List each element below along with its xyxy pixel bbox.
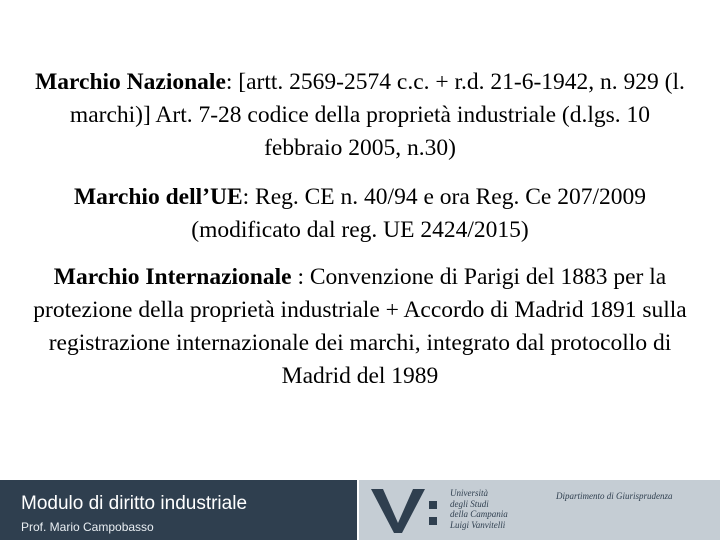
university-line: Luigi Vanvitelli [450,519,506,530]
paragraph-international-trademark [30,261,690,393]
footer-bar [0,480,720,540]
professor-name: Prof. Mario Campobasso [21,520,154,534]
slide-content [30,66,690,409]
paragraph-national-trademark [30,66,690,165]
footer-divider [357,480,359,540]
text-eu: : Reg. CE n. 40/94 e ora Reg. Ce 207/2009 (modificato dal reg. UE 2424/2015) [191,184,646,243]
department-name: Dipartimento di Giurisprudenza [556,491,673,501]
university-line: degli Studi [450,498,489,509]
course-title: Modulo di diritto industriale [21,493,248,514]
text-international: : Convenzione di Parigi del 1883 per la protezione della proprietà industriale + Accordo di Madrid 1891 sulla registrazione internazionale dei marchi, integrato dal protocollo di Madrid del 1989 [33,264,687,389]
university-name [450,488,508,530]
term-international: Marchio Internazionale [53,264,298,290]
university-logo-icon [368,483,443,537]
text-national: : [artt. 2569-2574 c.c. + r.d. 21-6-1942, n. 929 (l. marchi)] Art. 7-28 codice della proprietà industriale (d.lgs. 10 febbraio 2005, n.30) [69,69,685,161]
term-eu: Marchio dell’UE [74,184,243,210]
university-line: Università [450,488,488,498]
footer-course-panel [0,480,357,540]
university-line: della Campania [450,509,508,519]
paragraph-eu-trademark [30,181,690,247]
term-national: Marchio Nazionale [35,69,226,95]
